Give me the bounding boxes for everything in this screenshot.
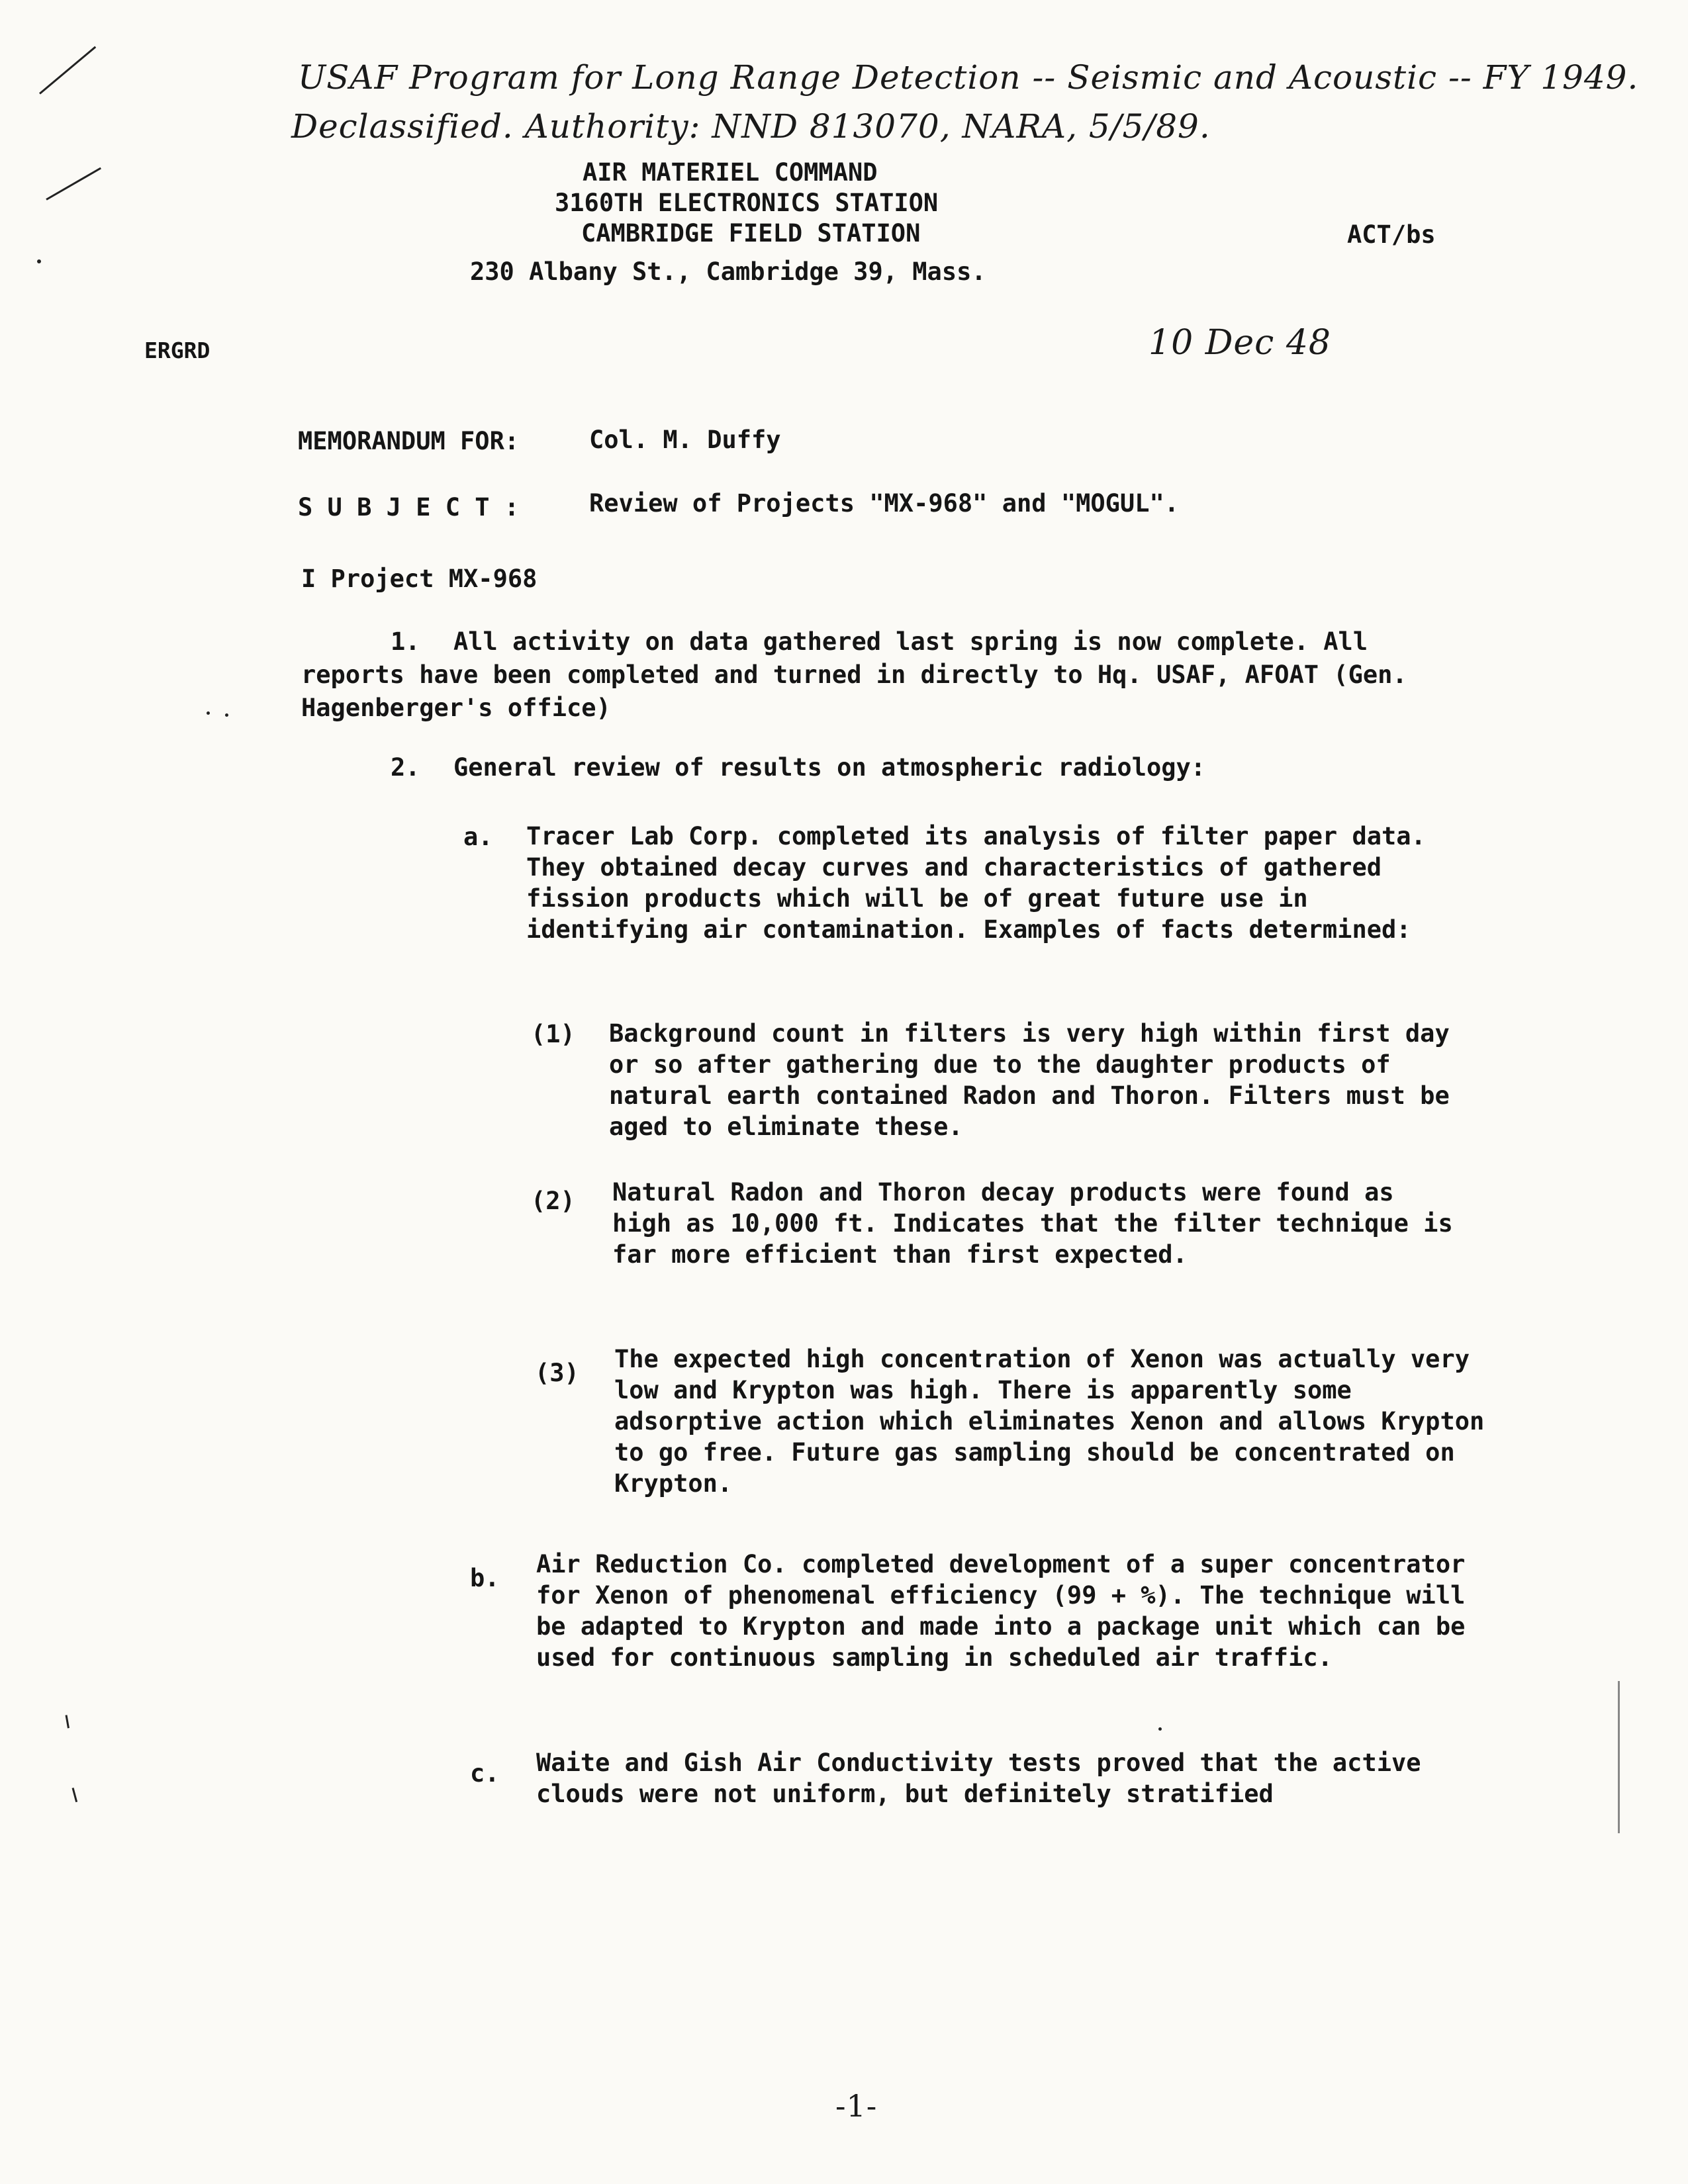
scan-edge-line bbox=[1618, 1681, 1620, 1833]
page-number: -1- bbox=[835, 2088, 878, 2124]
item-1-text bbox=[301, 625, 1440, 725]
margin-pen-stroke-2 bbox=[46, 167, 101, 201]
sub-a-label: a. bbox=[463, 823, 493, 851]
fact-3-number: (3) bbox=[535, 1359, 579, 1387]
memo-for-value: Col. M. Duffy bbox=[589, 426, 781, 454]
margin-pen-stroke bbox=[39, 46, 96, 95]
left-margin-mark: ERGRD bbox=[144, 338, 211, 363]
handwritten-declassification-note: Declassified. Authority: NND 813070, NARA, 5/5/89. bbox=[291, 107, 1211, 146]
scan-speck bbox=[207, 711, 210, 715]
item-2-text: General review of results on atmospheric radiology: bbox=[453, 753, 1206, 782]
memo-for-label: MEMORANDUM FOR: bbox=[298, 427, 520, 455]
item-1-body: All activity on data gathered last spring is now complete. All reports have been completed and turned in directly to Hq. USAF, AFOAT (Gen. Hagenberger's office) bbox=[301, 627, 1407, 722]
letterhead-station: 3160TH ELECTRONICS STATION bbox=[555, 189, 939, 217]
fact-3-text: The expected high concentration of Xenon was actually very low and Krypton was high. There is apparently some adsorptive action which eliminates Xenon and allows Krypton to go free. Future gas sampling should be concentrated on Krypton. bbox=[614, 1345, 1485, 1498]
sub-b-label: b. bbox=[470, 1564, 500, 1592]
sub-b-text: Air Reduction Co. completed development of a super concentrator for Xenon of phenomenal efficiency (99 + %). The technique will be adapted to Krypton and made into a package unit which can be used for continuous sampling in scheduled air traffic. bbox=[536, 1550, 1466, 1672]
item-1-number: 1. bbox=[391, 627, 420, 656]
fact-1-text: Background count in filters is very high within first day or so after gathering due to the daughter products of natural earth contained Radon and Thoron. Filters must be aged to eliminate these. bbox=[609, 1019, 1450, 1141]
sub-a-text: Tracer Lab Corp. completed its analysis of filter paper data. They obtained decay curves and characteristics of gathered fission products which will be of great future use in identifying air contamination. Examples of facts determined: bbox=[526, 822, 1426, 944]
letterhead-field-station: CAMBRIDGE FIELD STATION bbox=[581, 219, 921, 248]
letterhead-address: 230 Albany St., Cambridge 39, Mass. bbox=[470, 257, 986, 286]
scan-speck bbox=[225, 713, 228, 717]
fact-2-text: Natural Radon and Thoron decay products were found as high as 10,000 ft. Indicates that the filter technique is far more efficient than first expected. bbox=[612, 1178, 1453, 1269]
reference-initials: ACT/bs bbox=[1347, 220, 1436, 249]
fact-2-number: (2) bbox=[531, 1187, 575, 1215]
sub-c-text: Waite and Gish Air Conductivity tests proved that the active clouds were not uniform, but definitely stratified bbox=[536, 1749, 1421, 1808]
fact-1-number: (1) bbox=[531, 1020, 575, 1048]
item-2-number: 2. bbox=[391, 753, 420, 782]
section-heading: I Project MX-968 bbox=[301, 565, 538, 593]
margin-mark-2 bbox=[72, 1788, 78, 1802]
sub-c-label: c. bbox=[470, 1759, 500, 1788]
handwritten-program-note: USAF Program for Long Range Detection -- Seismic and Acoustic -- FY 1949. bbox=[298, 58, 1639, 97]
subject-value: Review of Projects "MX-968" and "MOGUL". bbox=[589, 489, 1180, 518]
handwritten-date: 10 Dec 48 bbox=[1149, 323, 1331, 363]
margin-mark bbox=[66, 1715, 70, 1728]
scan-speck bbox=[1158, 1727, 1162, 1731]
scan-speck bbox=[37, 259, 41, 263]
letterhead-command: AIR MATERIEL COMMAND bbox=[583, 158, 878, 187]
subject-label: S U B J E C T : bbox=[298, 493, 520, 522]
